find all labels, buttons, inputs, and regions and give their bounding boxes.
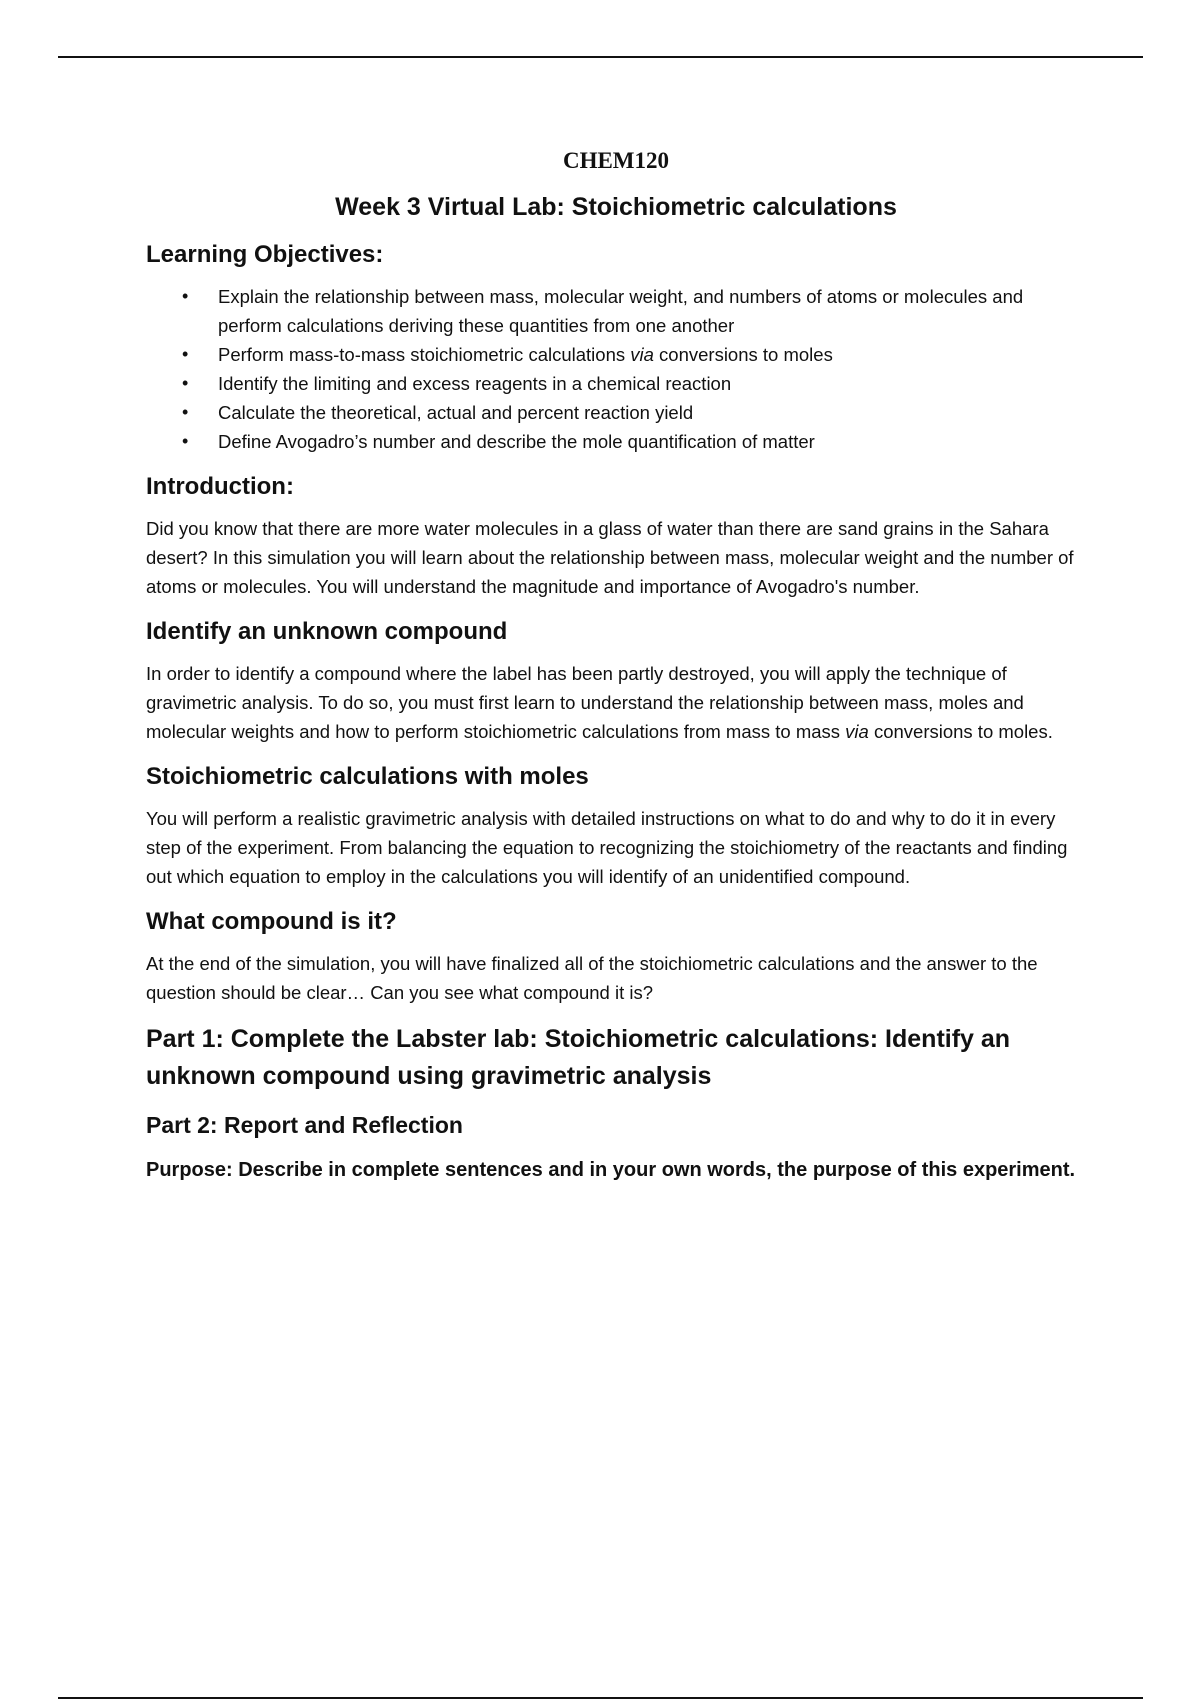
purpose-text: Purpose: Describe in complete sentences and in your own words, the purpose of this experiment. bbox=[146, 1159, 1076, 1181]
bullet-icon: • bbox=[182, 402, 189, 422]
objective-text-tail: conversions to moles bbox=[653, 344, 833, 365]
list-item bbox=[182, 282, 1086, 340]
identify-emphasis: via bbox=[845, 721, 869, 742]
document-body bbox=[146, 140, 1086, 1185]
learning-objectives-heading: Learning Objectives: bbox=[146, 241, 384, 268]
identify-compound-heading: Identify an unknown compound bbox=[146, 618, 508, 645]
objective-emphasis: via bbox=[630, 344, 654, 365]
part2-heading: Part 2: Report and Reflection bbox=[146, 1112, 463, 1138]
what-compound-text: At the end of the simulation, you will have finalized all of the stoichiometric calculations and the answer to the question should be clear… Can you see what compound it is? bbox=[146, 953, 1038, 1003]
bullet-icon: • bbox=[182, 286, 189, 306]
what-compound-heading: What compound is it? bbox=[146, 908, 397, 935]
introduction-heading: Introduction: bbox=[146, 473, 294, 500]
course-code: CHEM120 bbox=[562, 148, 670, 173]
introduction-text: Did you know that there are more water molecules in a glass of water than there are sand grains in the Sahara desert? In this simulation you will learn about the relationship between mass, molecular weight and the number of atoms or molecules. You will understand the magnitude and importance of Avogadro's number. bbox=[146, 518, 1074, 597]
list-item bbox=[182, 340, 1086, 369]
learning-objectives-list bbox=[146, 282, 1086, 456]
top-rule bbox=[58, 56, 1143, 58]
bullet-icon: • bbox=[182, 373, 189, 393]
identify-text-b: conversions to moles. bbox=[868, 721, 1053, 742]
list-item bbox=[182, 427, 1086, 456]
identify-compound-text bbox=[146, 659, 1086, 746]
document-title: Week 3 Virtual Lab: Stoichiometric calculations bbox=[335, 193, 897, 221]
bottom-rule bbox=[58, 1697, 1143, 1699]
objective-text: Define Avogadro’s number and describe the mole quantification of matter bbox=[218, 431, 815, 452]
objective-text: Identify the limiting and excess reagents in a chemical reaction bbox=[218, 373, 732, 394]
objective-text: Perform mass-to-mass stoichiometric calculations bbox=[218, 344, 631, 365]
part1-heading: Part 1: Complete the Labster lab: Stoichiometric calculations: Identify an unknown compound using gravimetric analysis bbox=[146, 1025, 1011, 1090]
objective-text: Calculate the theoretical, actual and percent reaction yield bbox=[218, 402, 694, 423]
bullet-icon: • bbox=[182, 431, 189, 451]
identify-text-a: In order to identify a compound where the label has been partly destroyed, you will apply the technique of gravimetric analysis. To do so, you must first learn to understand the relationship between mass, moles and molecular weights and how to perform stoichiometric calculations from mass to mass bbox=[146, 663, 1024, 742]
bullet-icon: • bbox=[182, 344, 189, 364]
stoichiometric-moles-text: You will perform a realistic gravimetric analysis with detailed instructions on what to do and why to do it in every step of the experiment. From balancing the equation to recognizing the stoichiometry of the reactants and finding out which equation to employ in the calculations you will identify of an unidentified compound. bbox=[146, 808, 1068, 887]
list-item bbox=[182, 398, 1086, 427]
list-item bbox=[182, 369, 1086, 398]
stoichiometric-moles-heading: Stoichiometric calculations with moles bbox=[146, 763, 589, 790]
objective-text: Explain the relationship between mass, molecular weight, and numbers of atoms or molecules and perform calculations deriving these quantities from one another bbox=[218, 286, 1024, 336]
